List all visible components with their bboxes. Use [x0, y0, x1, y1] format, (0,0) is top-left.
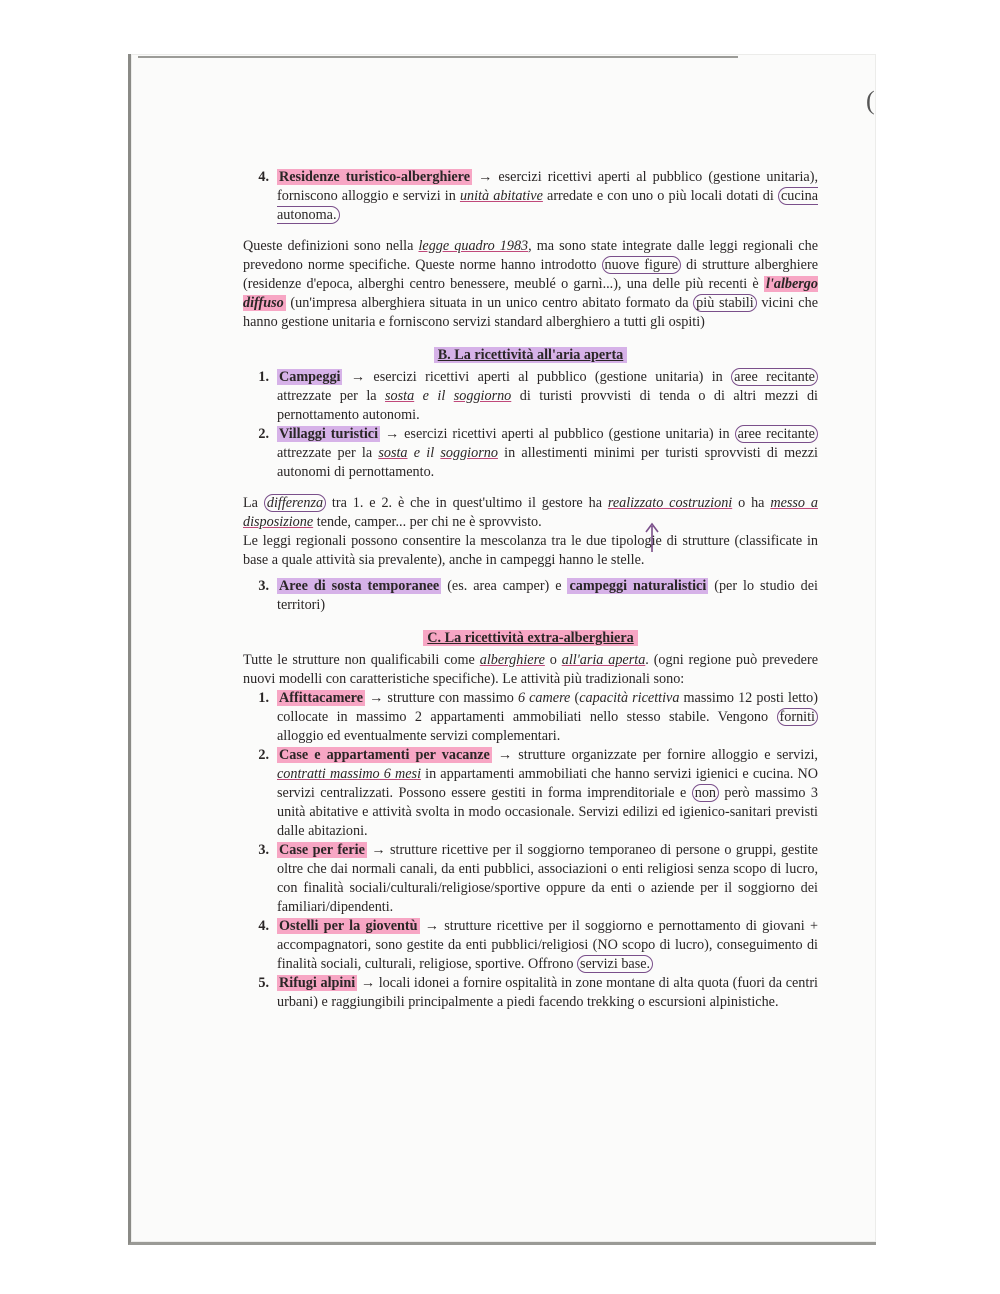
list-item-case-vacanze: 2. Case e appartamenti per vacanze → strutture organizzate per fornire alloggio e servizi, contratti massimo 6 mesi in appartamenti ammobiliati che hanno servizi igienici e cucina. NO servizi centralizzati. Possono essere gestiti in forma imprenditoriale e non però massimo 3 unità abitative e attività svolta in modo occasionale. Servizi edilizi ed igienico-sanitari previsti dalle abitazioni. — [258, 747, 818, 839]
list-item-campeggi: 1. Campeggi → esercizi ricettivi aperti al pubblico (gestione unitaria) in aree recitante attrezzate per la sosta e il soggiorno di turisti provvisti di tenda o di altri mezzi di pernottamento autonomi. — [258, 369, 818, 423]
item-number: 4. — [258, 169, 269, 185]
term-highlight: Villaggi turistici — [279, 426, 379, 442]
list-item-villaggi: 2. Villaggi turistici → esercizi ricettivi aperti al pubblico (gestione unitaria) in aree recitante attrezzate per la sosta e il soggiorno in allestimenti minimi per turisti sprovvisti di mezzi autonomi di pernottamento. — [258, 426, 819, 480]
term-highlight: Case per ferie — [279, 842, 365, 858]
list-item-residenze: 4. Residenze turistico-alberghiere → esercizi ricettivi aperti al pubblico (gestione unitaria), forniscono alloggio e servizi in unità abitative arredate e con uno o più locali dotati di cucina autonoma. — [243, 168, 818, 225]
document-body — [243, 168, 818, 1012]
circled-text: differenza — [264, 494, 326, 512]
list-item-aree-sosta: 3. Aree di sosta temporanee (es. area camper) e campeggi naturalistici (per lo studio dei territori) — [258, 578, 818, 613]
term-highlight: Affittacamere — [279, 690, 364, 706]
section-heading-c: C. La ricettività extra-alberghiera — [243, 629, 818, 648]
list-item-case-ferie: 3. Case per ferie → strutture ricettive per il soggiorno temporaneo di persone o gruppi, gestite oltre che dai normali canali, da enti pubblici, associazioni o enti religiosi senza scopo di lucro, con finalità sociali/culturali/religiose/sportive oppure da enti o aziende per il soggiorno dei familiari/dipendenti. — [258, 842, 818, 915]
list-item-affittacamere: 1. Affittacamere → strutture con massimo 6 camere (capacità ricettiva massimo 12 posti letto) collocate in massimo 2 appartamenti ammobiliati nello stesso stabile. Vengono forniti alloggio ed eventualmente servizi complementari. — [258, 690, 818, 744]
circled-text: cucina autonoma. — [277, 188, 818, 223]
term-highlight: campeggi naturalistici — [569, 578, 707, 594]
term-highlight: Ostelli per la gioventù — [279, 918, 418, 934]
paper-edge-line — [138, 56, 738, 58]
list-item-ostelli: 4. Ostelli per la gioventù → strutture ricettive per il soggiorno e pernottamento di giovani + accompagnatori, sono gestite da enti pubblici/religiosi (NO scopo di lucro), conseguimento di finalità sociali, culturali, religiose, sportive. Offrono servizi base. — [258, 918, 818, 972]
list-item-rifugi: 5. Rifugi alpini → locali idonei a fornire ospitalità in zone montane di alta quota (fuori da centri urbani) e raggiungibili principalmente a piedi facendo trekking o escursioni alpinistiche. — [258, 975, 819, 1010]
paragraph-intro-extra: Tutte le strutture non qualificabili come alberghiere o all'aria aperta. (ogni regione può prevedere nuovi modelli con caratteristiche specifiche). Le attività più tradizionali sono: — [243, 652, 819, 687]
term-highlight: l'albergo diffuso — [243, 276, 818, 311]
term-highlight: Rifugi alpini — [279, 975, 356, 991]
section-heading-b: B. La ricettività all'aria aperta — [243, 346, 818, 365]
circled-text: forniti — [777, 708, 818, 726]
margin-parenthesis-mark: ( — [866, 86, 875, 115]
circled-text: nuove figure — [602, 256, 682, 274]
circled-text: aree recitante — [735, 425, 818, 443]
circled-text: servizi base. — [577, 955, 653, 973]
circled-text: più stabili — [693, 294, 756, 312]
paragraph-definizioni: Queste definizioni sono nella legge quadro 1983, ma sono state integrate dalle leggi regionali che prevedono norme specifiche. Queste norme hanno introdotto nuove figure di strutture alberghiere (residenze d'epoca, alberghi centro benessere, meublé o garnì...), una delle più recenti è l'albergo diffuso (un'impresa alberghiera situata in un unico centro abitato formato da più stabili vicini che hanno gestione unitaria e forniscono servizi standard alberghiero a tutti gli ospiti) — [243, 238, 818, 330]
term-highlight: Aree di sosta temporanee — [279, 578, 440, 594]
term-highlight: Residenze turistico-alberghiere — [279, 169, 470, 185]
term-highlight: Campeggi — [279, 369, 341, 385]
term-highlight: Case e appartamenti per vacanze — [279, 747, 490, 763]
paragraph-leggi-regionali: Le leggi regionali possono consentire la mescolanza tra le due tipologie di strutture (classificate in base a quale attività sia prevalente), anche in campeggi hanno le stelle. — [243, 533, 818, 568]
paragraph-differenza: La differenza tra 1. e 2. è che in quest'ultimo il gestore ha realizzato costruzioni o ha messo a disposizione tende, camper... per chi ne è sprovvisto. — [243, 495, 818, 530]
circled-text: aree recitante — [731, 368, 818, 386]
circled-text: non — [692, 784, 719, 802]
